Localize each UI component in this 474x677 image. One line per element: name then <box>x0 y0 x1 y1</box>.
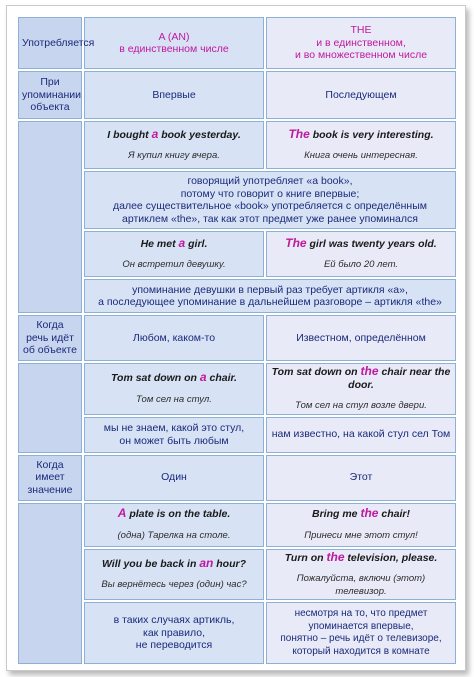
header-the-cell <box>266 17 456 69</box>
note-chair-the: нам известно, на какой стул сел Том <box>266 417 456 453</box>
header-label: Употребляется <box>22 36 95 49</box>
example-en: He met a girl. <box>140 235 208 250</box>
example-ru: Том сел на стул возле двери. <box>295 400 427 411</box>
example-ru: Он встретил девушку. <box>122 259 226 270</box>
note-line: а последующее упоминание в дальнейшем разговоре – артикля «the» <box>98 296 442 308</box>
label-first-mention <box>18 71 82 119</box>
example-bring-the <box>266 503 456 547</box>
example-en: The book is very interesting. <box>288 126 434 141</box>
note-chair-a <box>84 417 264 453</box>
label-line: объекта <box>30 101 70 114</box>
row-meaning <box>18 455 456 501</box>
article-the: the <box>326 549 345 564</box>
example-ru: Я купил книгу вчера. <box>128 150 220 161</box>
article-the: the <box>360 364 379 378</box>
article-a: a <box>199 370 207 385</box>
note-line: потому что говорит о книге впервые; <box>180 187 360 200</box>
example-ru: Вы вернётесь через (один) час? <box>101 579 247 591</box>
row-example-girl <box>18 231 456 277</box>
label-line: Когда <box>36 458 64 471</box>
note-line: несмотря на то, что предмет <box>294 608 428 619</box>
note-line: как правило, <box>143 626 205 639</box>
header-row <box>18 17 456 69</box>
example-chair-a <box>84 363 264 415</box>
label-line: об объекте <box>23 344 77 357</box>
note-meaning-the <box>266 602 456 664</box>
row-example-chair <box>18 363 456 415</box>
row-knowledge <box>18 315 456 361</box>
header-the-line1: и в единственном, <box>316 36 406 49</box>
note-book <box>84 171 456 229</box>
example-hour-a <box>84 549 264 601</box>
example-en: Turn on the television, please. <box>284 549 438 564</box>
example-tv-the <box>266 549 456 601</box>
header-the-line2: и во множественном числе <box>294 49 428 62</box>
article-a: a <box>178 235 186 250</box>
example-en: Tom sat down on a chair. <box>111 370 237 385</box>
article-an: an <box>199 555 214 570</box>
note-line: в таких случаях артикль, <box>113 614 235 627</box>
example-chair-the <box>266 363 456 415</box>
row-note-chair <box>18 417 456 453</box>
label-line: При <box>40 76 60 89</box>
header-label-cell <box>18 17 95 69</box>
first-mention-a: Впервые <box>84 71 264 119</box>
example-girl-the <box>266 231 456 277</box>
meaning-a: Один <box>84 455 264 501</box>
example-ru: Книга очень интересная. <box>304 150 418 161</box>
label-line: Когда <box>36 319 64 332</box>
note-line: не переводится <box>135 639 213 652</box>
label-knowledge <box>18 315 82 361</box>
example-en: I bought a book yesterday. <box>107 126 241 141</box>
example-en: Bring me the chair! <box>312 506 410 520</box>
example-en: The girl was twenty years old. <box>285 235 437 250</box>
row-note-girl <box>18 279 456 313</box>
table-frame <box>6 5 466 671</box>
example-ru: Ей было 20 лет. <box>323 259 399 270</box>
note-line: упоминается впервые, <box>308 620 414 632</box>
knowledge-a: Любом, каком-то <box>84 315 264 361</box>
label-line: упоминании <box>22 88 82 101</box>
article-the: The <box>285 235 307 250</box>
note-meaning-a <box>84 602 264 664</box>
example-girl-a <box>84 231 264 277</box>
note-line: упоминание девушки в первый раз требует артикля «a», <box>132 283 408 296</box>
header-the-title: THE <box>350 24 372 37</box>
first-mention-the: Последующем <box>266 71 456 119</box>
label-line: значение <box>27 483 73 496</box>
article-a: A <box>117 506 127 520</box>
blank-cell <box>18 363 82 453</box>
example-plate-a <box>84 503 264 547</box>
header-a-title: A (AN) <box>158 30 190 43</box>
blank-cell <box>18 121 82 313</box>
example-ru: (одна) Тарелка на столе. <box>117 529 231 541</box>
article-the: the <box>360 506 379 520</box>
row-note-book <box>18 171 456 229</box>
example-en: A plate is on the table. <box>117 506 231 520</box>
article-a: a <box>151 126 159 141</box>
blank-cell <box>18 503 82 665</box>
example-ru: Принеси мне этот стул! <box>304 529 418 541</box>
row-note-meaning <box>18 602 456 664</box>
note-line: который находится в комнате <box>292 645 430 657</box>
label-line: имеет <box>35 471 65 484</box>
knowledge-the: Известном, определённом <box>266 315 456 361</box>
label-line: речь идёт <box>26 331 74 344</box>
example-en: Tom sat down on the chair near the door. <box>271 364 451 391</box>
example-book-the <box>266 121 456 169</box>
note-line: говорящий употребляет «a book», <box>187 175 353 187</box>
header-a-sub: в единственном числе <box>119 43 229 55</box>
meaning-the: Этот <box>266 455 456 501</box>
example-book-a <box>84 121 264 169</box>
note-line: артиклем «the», так как этот предмет уже ранее упоминался <box>122 212 418 225</box>
row-first-mention <box>18 71 456 119</box>
note-line: мы не знаем, какой это стул, <box>103 422 245 434</box>
header-a-cell <box>84 17 264 69</box>
label-meaning <box>18 455 82 501</box>
example-ru: Том сел на стул. <box>136 393 212 405</box>
row-example-plate <box>18 503 456 547</box>
note-girl <box>84 279 456 313</box>
article-the: The <box>288 126 310 141</box>
example-en: Will you be back in an hour? <box>101 555 247 570</box>
article-usage-table <box>16 15 458 666</box>
example-ru: Пожалуйста, включи (этот) телевизор. <box>296 573 426 597</box>
note-line: далее существительное «book» употребляется с определённым <box>113 200 427 212</box>
note-line: он может быть любым <box>119 434 229 447</box>
row-example-hour <box>18 549 456 601</box>
note-line: понятно – речь идёт о телевизоре, <box>280 633 442 644</box>
row-example-book <box>18 121 456 169</box>
